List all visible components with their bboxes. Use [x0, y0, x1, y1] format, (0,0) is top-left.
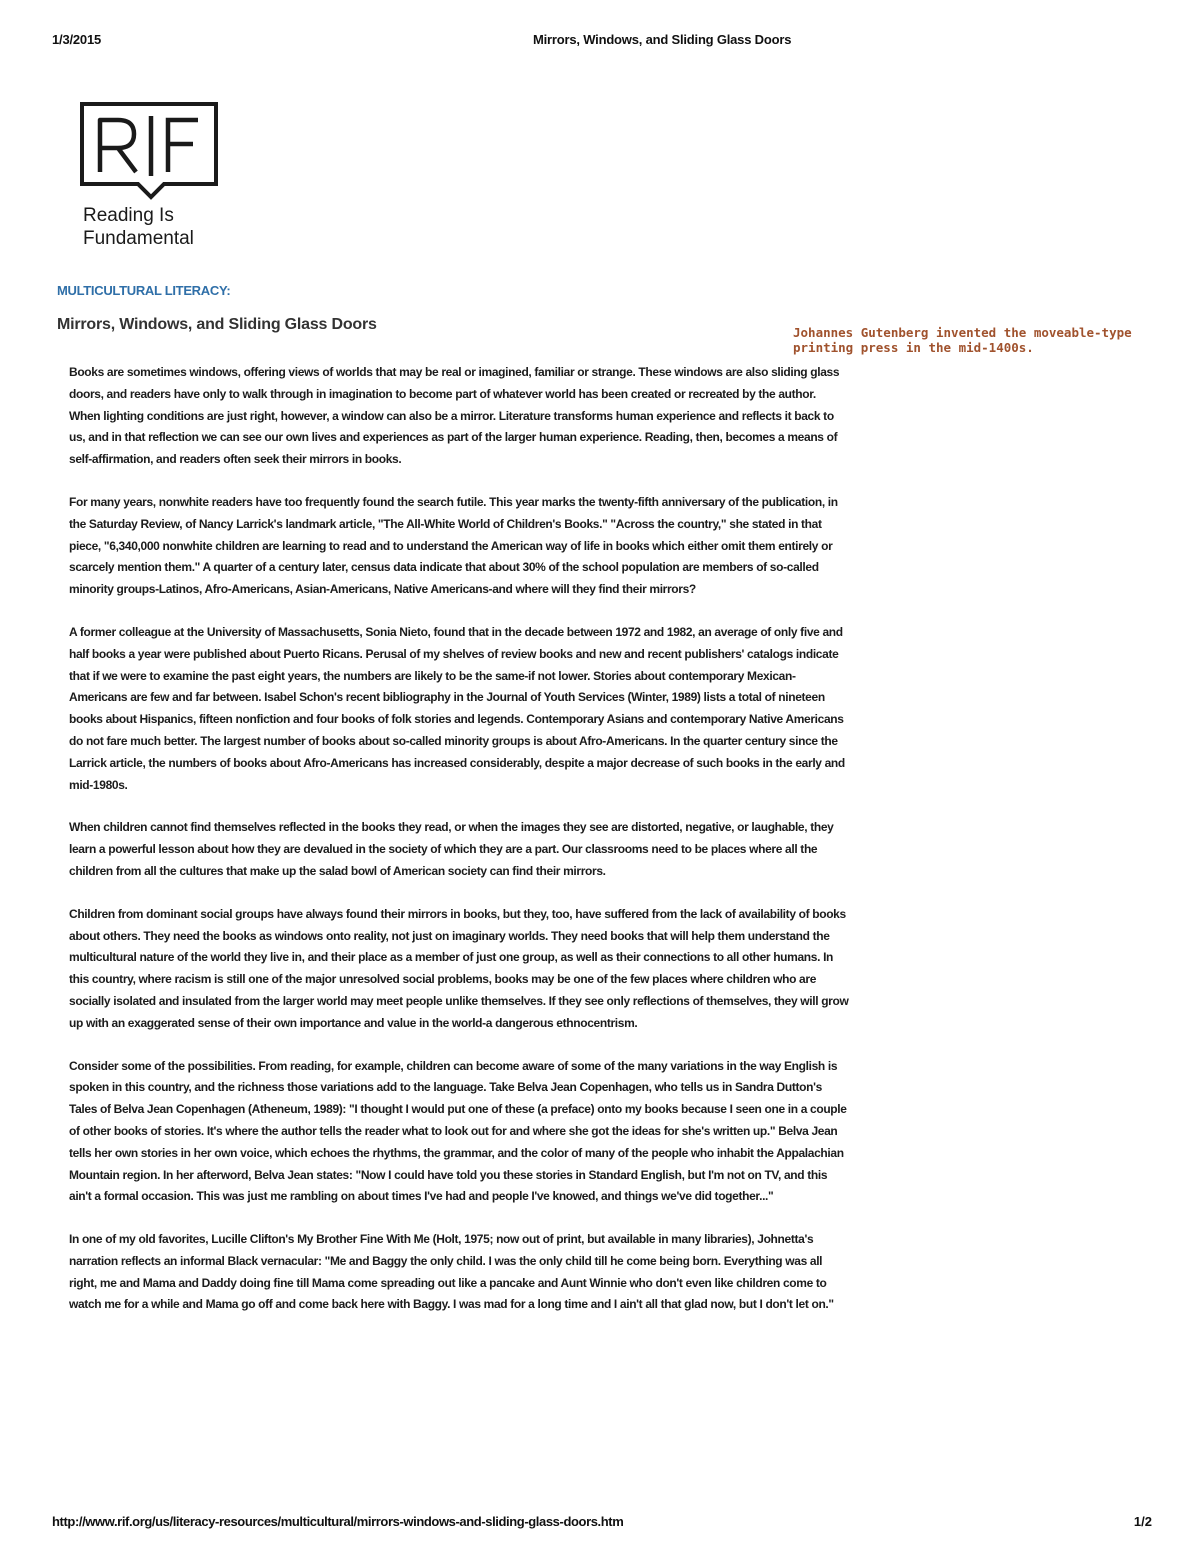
article-title: Mirrors, Windows, and Sliding Glass Doors [57, 316, 377, 333]
print-date: 1/3/2015 [52, 32, 102, 47]
paragraph-7: In one of my old favorites, Lucille Clifton's My Brother Fine With Me (Holt, 1975; now out of print, but available in many libraries), Johnetta's narration reflects an informal Black vernacular: "Me and Baggy the only child. I was the only child till he come being born. Everything was all right, me and Mama and Daddy doing fine till Mama come spreading out like a pancake and Aunt Winnie who don't even like children come to watch me for a while and Mama go off and come back here with Baggy. I was mad for a long time and I ain't all that glad now, but I don't let on." [69, 1232, 834, 1312]
paragraph-3: A former colleague at the University of Massachusetts, Sonia Nieto, found that in the decade between 1972 and 1982, an average of only five and half books a year were published about Puerto Ricans. Perusal of my shelves of review books and new and recent publishers' catalogs indicate that if we were to examine the past eight years, the numbers are likely to be the same-if not lower. Stories about contemporary Mexican-Americans are few and far between. Isabel Schon's recent bibliography in the Journal of Youth Services (Winter, 1989) lists a total of nineteen books about Hispanics, fifteen nonfiction and four books of folk stories and legends. Contemporary Asians and contemporary Native Americans do not fare much better. The largest number of books about so-called minority groups is about Afro-Americans. In the quarter century since the Larrick article, the numbers of books about Afro-Americans has increased considerably, despite a major decrease of such books in the early and mid-1980s. [69, 624, 845, 792]
print-footer [44, 1514, 1156, 1532]
logo-text-line2: Fundamental [83, 228, 194, 249]
print-header [44, 32, 1156, 50]
paragraph-1: Books are sometimes windows, offering views of worlds that may be real or imagined, familiar or strange. These windows are also sliding glass doors, and readers have only to walk through in imagination to become part of whatever world has been created or recreated by the author. When lighting conditions are just right, however, a window can also be a mirror. Literature transforms human experience and reflects it back to us, and in that reflection we can see our own lives and experiences as part of the larger human experience. Reading, then, becomes a means of self-affirmation, and readers often seek their mirrors in books. [69, 365, 840, 467]
logo-text-line1: Reading Is [83, 205, 174, 226]
paragraph-6: Consider some of the possibilities. From reading, for example, children can become aware of some of the many variations in the way English is spoken in this country, and the richness those variations add to the language. Take Belva Jean Copenhagen, who tells us in Sandra Dutton's Tales of Belva Jean Copenhagen (Atheneum, 1989): "I thought I would put one of these (a preface) onto my books because I seen one in a couple of other books of stories. It's where the author tells the reader what to look out for and where she got the ideas for she's written up." Belva Jean tells her own stories in her own voice, which echoes the rhythms, the grammar, and the color of many of the people who inhabit the Appalachian Mountain region. In her afterword, Belva Jean states: "Now I could have told you these stories in Standard English, but I'm not on TV, and this ain't a formal occasion. This was just me rambling on about times I've had and people I've knowed, and things we've did together..." [69, 1058, 847, 1204]
article-body [69, 362, 849, 1337]
paragraph-2: For many years, nonwhite readers have too frequently found the search futile. This year marks the twenty-fifth anniversary of the publication, in the Saturday Review, of Nancy Larrick's landmark article, "The All-White World of Children's Books." "Across the country," she stated in that piece, "6,340,000 nonwhite children are learning to read and to understand the American way of life in books which either omit them entirely or scarcely mention them." A quarter of a century later, census data indicate that about 30% of the school population are members of so-called minority groups-Latinos, Afro-Americans, Asian-Americans, Native Americans-and where will they find their mirrors? [69, 494, 838, 597]
section-label: MULTICULTURAL LITERACY: [57, 283, 231, 298]
paragraph-4: When children cannot find themselves reflected in the books they read, or when the images they see are distorted, negative, or laughable, they learn a powerful lesson about how they are devalued in the society of which they are a part. Our classrooms need to be places where all the children from all the cultures that make up the salad bowl of American society can find their mirrors. [69, 820, 834, 878]
rif-book-icon [78, 100, 223, 205]
sidebar-note: Johannes Gutenberg invented the moveable-type printing press in the mid-1400s. [793, 325, 1132, 355]
rif-logo [78, 100, 223, 250]
paragraph-5: Children from dominant social groups have always found their mirrors in books, but they, too, have suffered from the lack of availability of books about others. They need the books as windows onto reality, not just on imaginary worlds. They need books that will help them understand the multicultural nature of the world they live in, and their place as a member of just one group, as well as their connections to all other humans. In this country, where racism is still one of the major unresolved social problems, books may be one of the few places where children who are socially isolated and insulated from the larger world may meet people unlike themselves. If they see only reflections of themselves, they will grow up with an exaggerated sense of their own importance and value in the world-a dangerous ethnocentrism. [69, 906, 849, 1030]
page-number: 1/2 [1133, 1514, 1152, 1529]
print-url: http://www.rif.org/us/literacy-resources/multicultural/mirrors-windows-and-sliding-glass-doors.htm [52, 1514, 624, 1529]
print-title: Mirrors, Windows, and Sliding Glass Doors [533, 32, 792, 47]
